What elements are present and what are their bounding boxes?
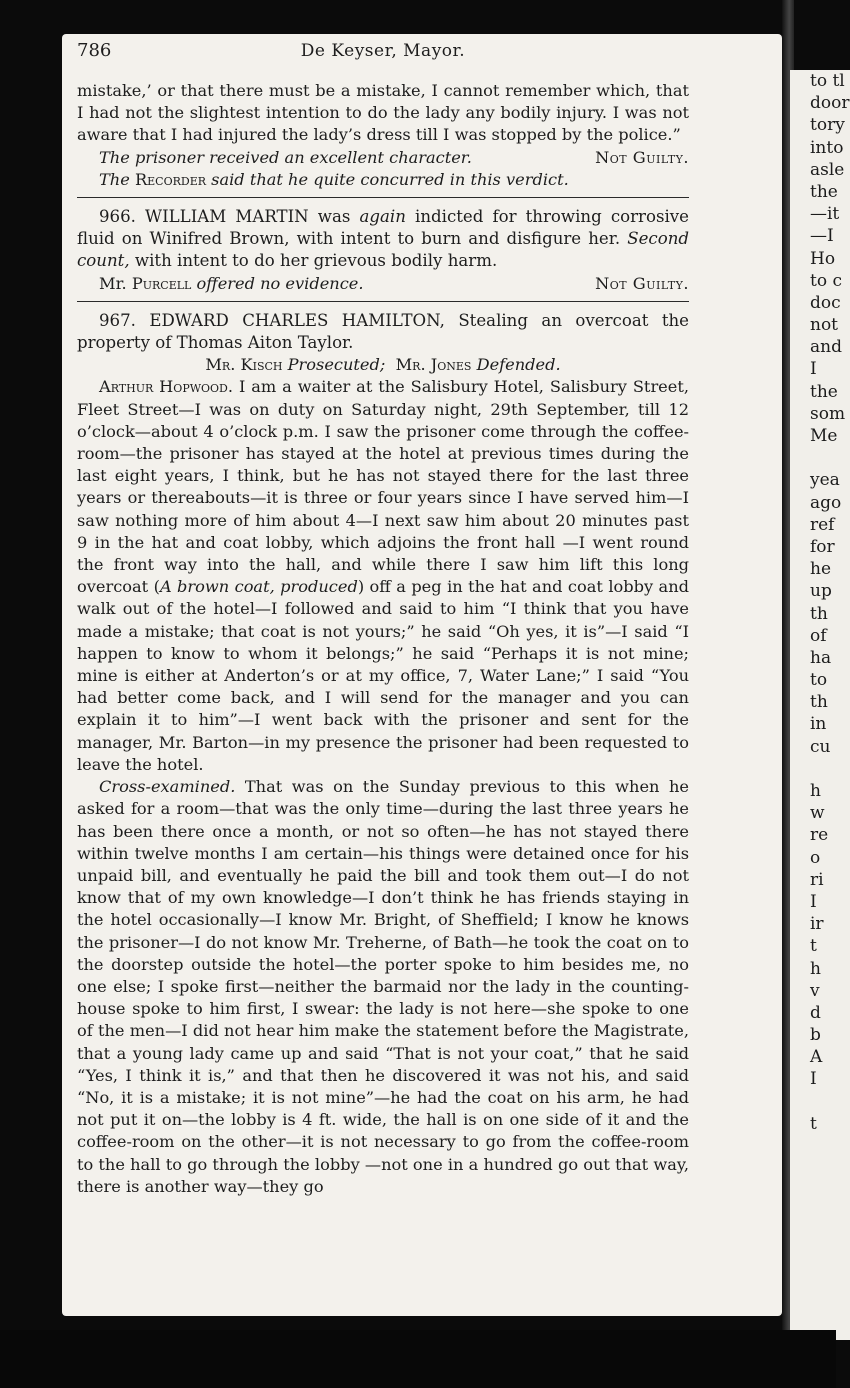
adjacent-fragment: ri — [810, 869, 824, 890]
prev-case-text: mistake,’ or that there must be a mistake, I cannot remember which, that I had not the slightest intention to do the lady any bodily injury. I was not aware that I had injured the lady’s dress till I was stopped by the police.” — [77, 81, 689, 145]
adjacent-fragment: he — [810, 559, 832, 580]
adjacent-fragment: and — [810, 337, 842, 358]
adjacent-fragment: w — [810, 803, 825, 824]
case-966-counsel — [77, 273, 364, 295]
witness-name: Arthur Hopwood. — [99, 377, 234, 397]
running-title: De Keyser, Mayor. — [300, 41, 466, 61]
scan-bottom-edge — [0, 1330, 836, 1388]
recorder-note-b: said that he quite concurred in this verdict. — [206, 169, 569, 189]
counsel-2-name: Mr. Jones — [395, 355, 472, 375]
adjacent-fragment: for — [810, 536, 835, 557]
adjacent-fragment: h — [810, 781, 821, 801]
adjacent-fragment — [790, 447, 850, 469]
case-966-counsel-title: Mr. — [99, 273, 132, 293]
prev-case-verdict: Not Guilty. — [595, 147, 689, 167]
prev-case-verdict-row — [77, 147, 689, 169]
adjacent-fragment: up — [810, 581, 832, 602]
adjacent-fragment: I — [810, 1069, 817, 1090]
adjacent-fragment: to — [810, 670, 828, 691]
adjacent-fragment: th — [810, 692, 828, 713]
adjacent-fragment: b — [810, 1025, 821, 1046]
recorder-note-a: The — [99, 169, 135, 189]
case-966-text — [77, 206, 689, 273]
cross-label: Cross-examined. — [99, 777, 236, 797]
adjacent-page-edge — [790, 70, 850, 1340]
page-header — [77, 40, 689, 76]
adjacent-fragment: ref — [810, 514, 835, 535]
adjacent-fragment: t — [810, 936, 817, 957]
adjacent-fragment — [790, 1091, 850, 1113]
case-966-again: again — [359, 207, 406, 227]
case-966-t2: indicted for throwing corrosive fluid on Winifred Brown, with intent to burn and disfigure her. — [77, 207, 690, 249]
case-967-counsel — [77, 354, 689, 376]
adjacent-fragment: th — [810, 603, 828, 624]
adjacent-fragment: not — [810, 315, 839, 336]
case-966-counsel-name: Purcell — [131, 273, 192, 293]
cross-text: That was on the Sunday previous to this when he asked for a room—that was the only time—during the last three years he has been there once a month, or not so often—he has not stayed there within twelve months I am certain—his things were detained once for his unpaid bill, and eventually he paid the bill and took them out—I do not know that of my own knowledge—I don’t think he has friends staying in the hotel occasionally—I know Mr. Bright, of Sheffield; I know he knows the prisoner—I do not know Mr. Treherne, of Bath—he took the coat on to the doorstep outside the hotel—the porter spoke to him besides me, no one else; I spoke first—neither the barmaid nor the lady in the counting-house spoke to him first, I swear: the lady is not here—she spoke to one of the men—I did not hear him make the statement before the Magistrate, that a young lady came up and said “That is not your coat,” that he said “Yes, I think it is,” and that then he discovered it was not his, and said “No, it is a mistake; it is not mine”—he had the coat on his arm, he had not put it on—the lobby is 4 ft. wide, the hall is on one side of it and the coffee-room on the other—it is not necessary to go from the coffee-room to the hall to go through the lobby —not one in a hundred go out that way, there is another way—they go — [77, 777, 689, 1196]
case-966-number-name: 966. WILLIAM MARTIN — [99, 207, 309, 227]
adjacent-fragment: t — [810, 1113, 817, 1134]
adjacent-fragment: to c — [810, 270, 842, 291]
adjacent-fragment: ha — [810, 647, 832, 668]
case-966-t1: was — [308, 207, 360, 227]
adjacent-fragment: door — [810, 93, 850, 114]
adjacent-fragment: v — [810, 980, 820, 1001]
adjacent-fragment: I — [810, 359, 817, 380]
case-966-second-count: Second count, — [77, 229, 689, 271]
adjacent-fragment: A — [810, 1047, 823, 1068]
case-966-t3: with intent to do her grievous bodily harm. — [129, 251, 498, 271]
counsel-1-role: Prosecuted; — [282, 355, 386, 375]
adjacent-fragment: to tl — [810, 71, 845, 91]
recorder-note — [77, 169, 689, 191]
adjacent-fragment: ago — [810, 492, 842, 513]
counsel-2-role: Defended. — [471, 355, 561, 375]
adjacent-fragment: asle — [810, 159, 845, 180]
adjacent-fragment: cu — [810, 736, 831, 757]
adjacent-fragment: ir — [810, 914, 824, 935]
adjacent-fragment: h — [810, 958, 821, 979]
adjacent-fragment: I — [810, 891, 817, 912]
case-967-charge: Stealing an overcoat the property of Thomas Aiton Taylor. — [77, 310, 689, 353]
adjacent-fragment: the — [810, 381, 838, 402]
adjacent-fragment: of — [810, 625, 827, 646]
adjacent-fragment: —it — [810, 204, 840, 225]
case-966-verdict-row — [77, 273, 689, 295]
adjacent-fragment: the — [810, 181, 838, 202]
case-967-number-name: 967. EDWARD CHARLES HAMILTON, — [99, 310, 445, 330]
case-divider-2 — [77, 301, 689, 302]
adjacent-fragment: in — [810, 714, 827, 735]
adjacent-fragment: doc — [810, 292, 841, 313]
case-966-counsel-note: offered no evidence. — [191, 273, 364, 293]
case-divider-1 — [77, 197, 689, 198]
exhibit-note: A brown coat, produced — [159, 577, 358, 597]
adjacent-fragment: d — [810, 1002, 821, 1023]
witness-testimony — [77, 376, 689, 776]
cross-examination — [77, 776, 689, 1198]
adjacent-fragment: tory — [810, 115, 845, 136]
adjacent-fragment: Ho — [810, 248, 836, 269]
testimony-a: I am a waiter at the Salisbury Hotel, Salisbury Street, Fleet Street—I was on duty on Saturday night, 29th September, till 12 o’clock—about 4 o’clock p.m. I saw the prisoner come through the coffee-room—the prisoner has stayed at the hotel at previous times during the last eight years, I think, but he has not stayed there for the last three years or thereabouts—it is three or four years since I have served him—I saw nothing more of him about 4—I next saw him about 20 minutes past 9 in the hat and coat lobby, which adjoins the front hall —I went round the front way into the hall, and while there I saw him lift this long overcoat ( — [77, 377, 689, 597]
case-967-heading — [77, 310, 689, 354]
adjacent-fragment: o — [810, 847, 821, 868]
recorder-name: Recorder — [134, 169, 207, 189]
counsel-1-name: Mr. Kisch — [205, 355, 283, 375]
testimony-b: ) off a peg in the hat and coat lobby and walk out of the hotel—I followed and said to him “I think that you have made a mistake; that coat is not yours;” he said “Oh yes, it is”—I said “I happen to know to whom it belongs;” he said “Perhaps it is not mine; mine is either at Anderton’s or at my office, 7, Water Lane;” I said “You had better come back, and I will send for the manager and you can explain it to him”—I went back with the prisoner and sent for the manager, Mr. Barton—in my presence the prisoner had been requested to leave the hotel. — [77, 577, 689, 774]
page-number: 786 — [77, 40, 112, 61]
adjacent-fragment: into — [810, 137, 844, 158]
page-text — [77, 40, 689, 1198]
adjacent-fragment: Me — [810, 426, 838, 446]
adjacent-fragment: yea — [810, 470, 840, 491]
adjacent-fragment: re — [810, 825, 829, 846]
adjacent-fragment: som — [810, 403, 846, 424]
adjacent-fragment: —I — [810, 226, 834, 247]
case-966-verdict: Not Guilty. — [595, 273, 689, 293]
adjacent-fragment — [790, 758, 850, 780]
character-note: The prisoner received an excellent character. — [99, 147, 472, 167]
